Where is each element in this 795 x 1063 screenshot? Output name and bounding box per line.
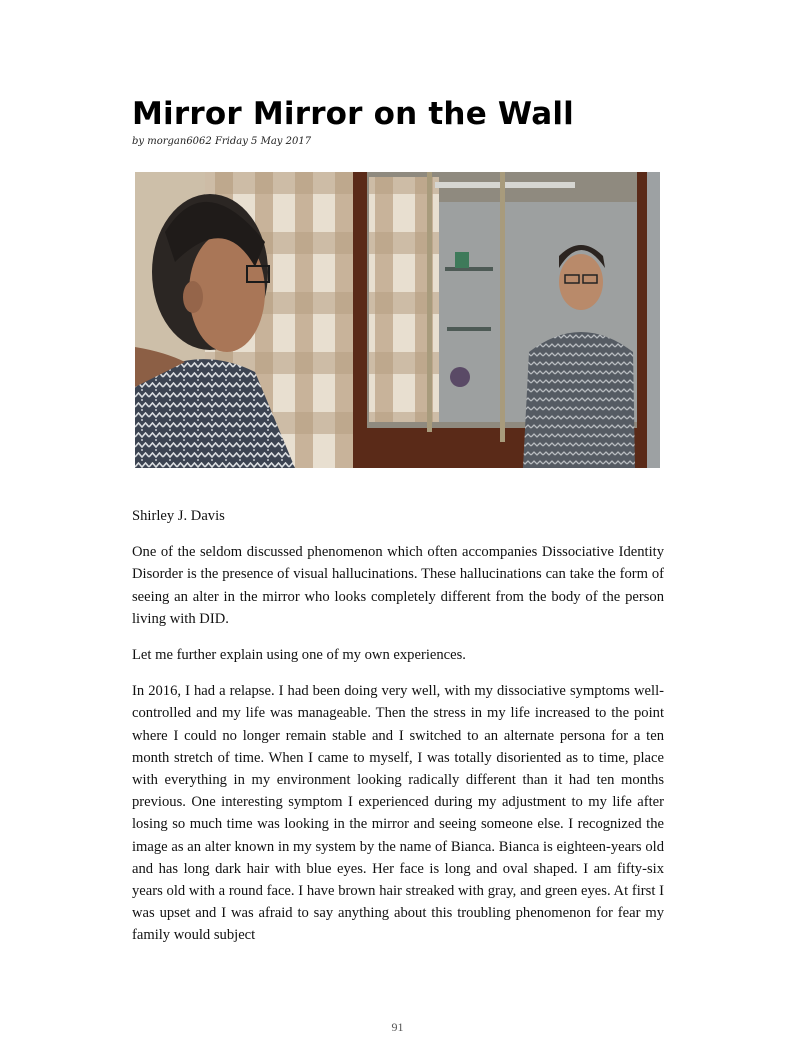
paragraph: Let me further explain using one of my own experiences. — [132, 647, 466, 664]
article-photo — [135, 172, 660, 468]
article-byline: by morgan6062 Friday 5 May 2017 — [132, 136, 312, 147]
paragraph: One of the seldom discussed phenomenon which often accompanies Dissociative Identity Disorder is the presence of visual hallucinations. These hallucinations can take the form of seeing an alter in the mirror who looks completely different from the body of the person living with DID. — [132, 544, 664, 627]
author-name: Shirley J. Davis — [132, 508, 225, 524]
page-number: 91 — [391, 1020, 404, 1034]
article-body — [132, 505, 664, 968]
article-title: Mirror Mirror on the Wall — [132, 96, 574, 132]
paragraph: In 2016, I had a relapse. I had been doing very well, with my dissociative symptoms well-controlled and my life was manageable. Then the stress in my life increased to the point where I could no longer remain stable and I switched to an alternate persona for a ten month stretch of time. When I came to myself, I was totally disoriented as to time, place with everything in my environment looking radically different than it had ten months previous. One interesting symptom I experienced during my adjustment to my life after losing so much time was looking in the mirror and seeing someone else. I recognized the image as an alter known in my system by the name of Bianca. Bianca is eighteen-years old and has long dark hair with blue eyes. Her face is long and oval shaped. I am fifty-six years old with a round face. I have brown hair streaked with gray, and green eyes. At first I was upset and I was afraid to say anything about this troubling phenomenon for fear my family would subject — [132, 683, 664, 944]
